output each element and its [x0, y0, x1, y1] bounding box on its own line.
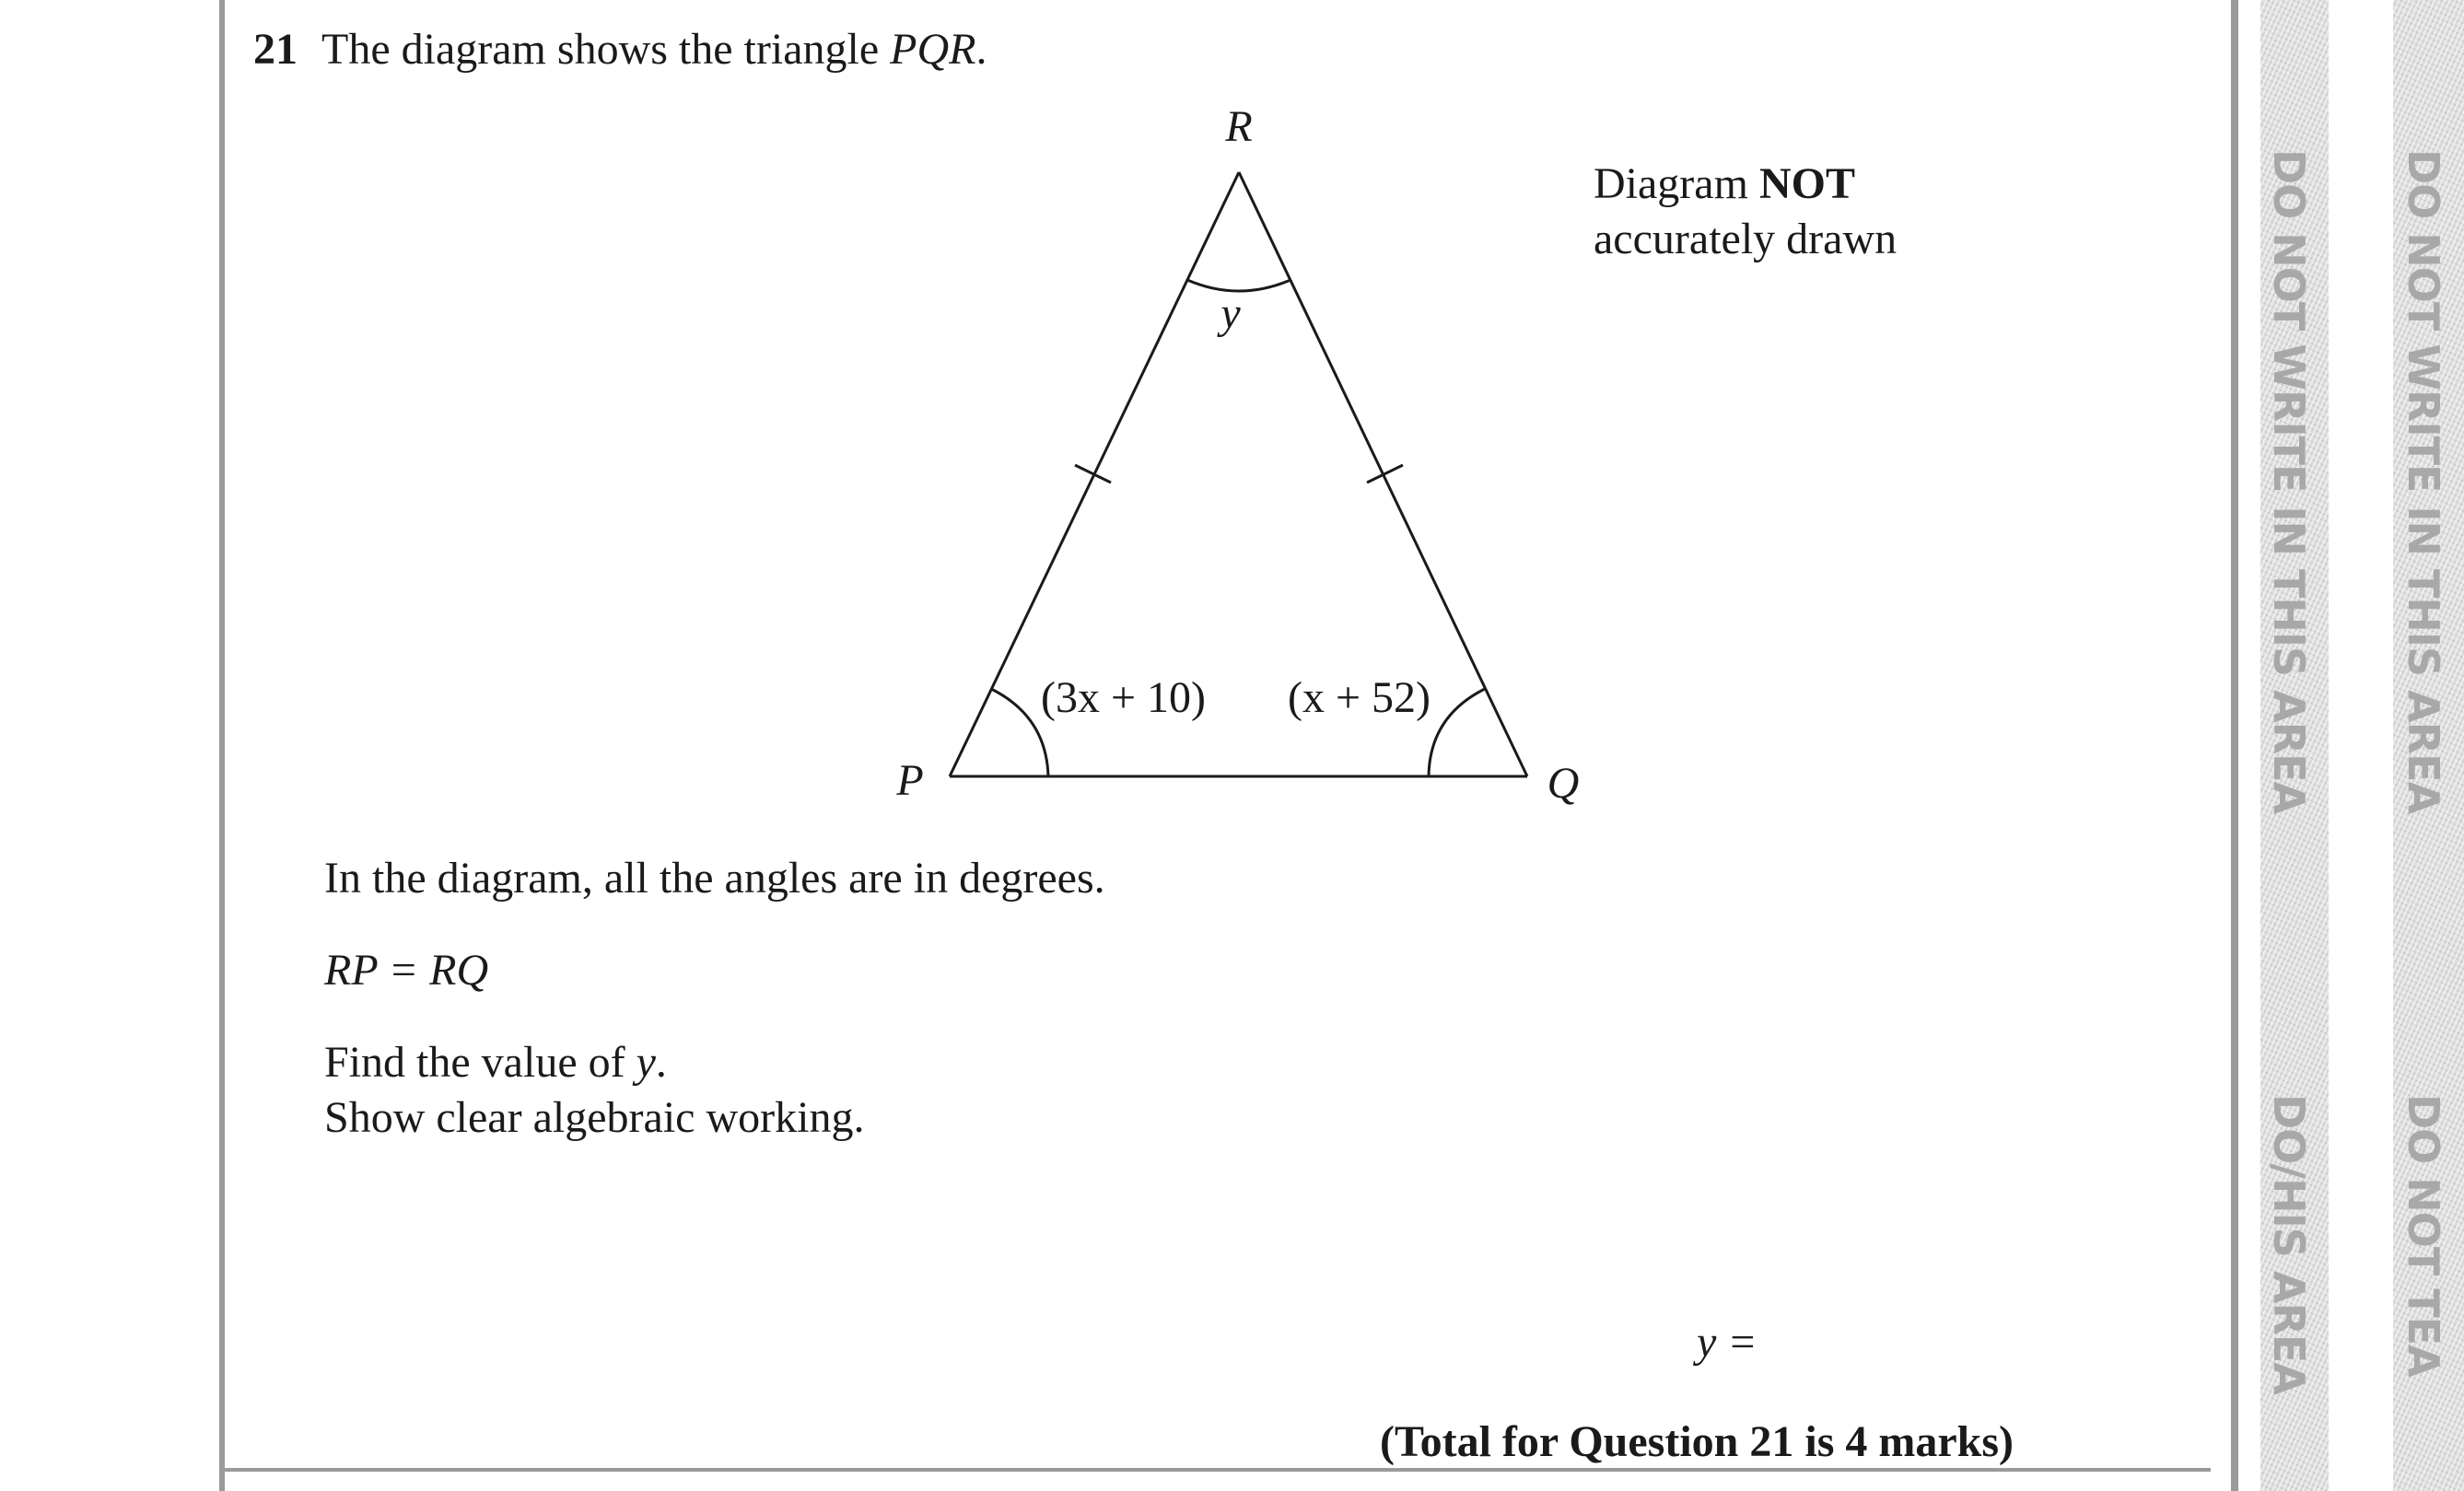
instruction-find-end: . — [655, 1038, 667, 1087]
answer-label[interactable] — [1697, 1317, 1757, 1368]
instruction-variable: y — [636, 1038, 656, 1087]
instruction-working: Show clear algebraic working. — [324, 1093, 865, 1142]
diagram-note-line1 — [1594, 157, 1897, 212]
instruction-find-text: Find the value of — [324, 1038, 636, 1087]
margin-warning-text: DO/HIS AREA — [2264, 1094, 2314, 1394]
answer-label-text: y = — [1697, 1318, 1757, 1367]
diagram-note-emphasis: NOT — [1758, 159, 1855, 208]
angle-label-q: (x + 52) — [1288, 673, 1431, 722]
info-equal-sides: RP = RQ — [324, 946, 489, 995]
question-intro-end: . — [975, 25, 987, 74]
total-marks: (Total for Question 21 is 4 marks) — [1380, 1417, 2014, 1466]
info-degrees: In the diagram, all the angles are in degrees. — [324, 854, 1105, 903]
angle-label-p: (3x + 10) — [1041, 673, 1207, 722]
diagram-note-line2: accurately drawn — [1594, 215, 1898, 263]
margin-warning-text: DO NOT WRITE IN THIS AREA — [2264, 149, 2314, 814]
vertex-label-r: R — [1225, 102, 1253, 151]
margin-warning-text: DO NOT WRITE IN THIS AREA — [2399, 149, 2448, 814]
question-intro: The diagram shows the triangle — [321, 25, 891, 74]
diagram-note-text: Diagram — [1594, 159, 1759, 208]
triangle-name: PQR — [890, 25, 976, 74]
vertex-label-p: P — [896, 756, 924, 805]
angle-arc-p — [991, 689, 1048, 776]
instruction-find — [324, 1037, 667, 1088]
angle-arc-q — [1429, 689, 1485, 776]
margin-warning-text: DO NOT TEA — [2399, 1094, 2448, 1377]
diagram-note — [1594, 157, 1897, 267]
angle-label-r: y — [1220, 289, 1241, 338]
vertex-label-q: Q — [1547, 759, 1580, 808]
question-number: 21 — [253, 25, 298, 74]
